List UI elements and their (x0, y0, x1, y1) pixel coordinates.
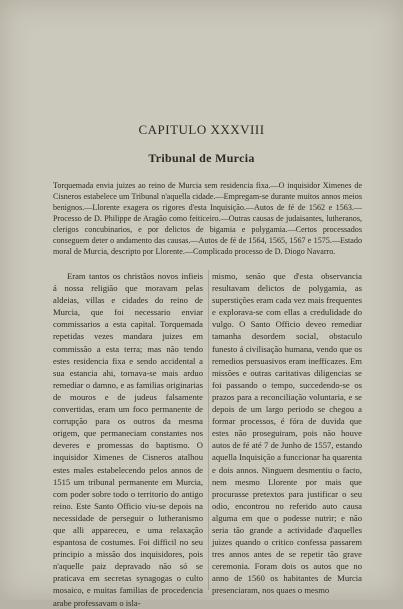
body-columns (53, 270, 362, 609)
body-left-column: Eram tantos os christãos novos infieis á nossa religião que moravam pelas aldeias, villas e cidades do reino de Murcia, que foi necessario enviar commissarios a esta capital. Torquemada repetidas vezes mandara juizes em commissão a esta terra; mas não tendo estes residencia fixa e sendo accidental a sua estancia ahi, tornava-se mais arduo remediar o damno, e as familias originarias de mouros e de judeus falsamente convertidas, eram um foco permanente de corrupção para os outros da mesma origem, que permaneciam constantes nos deveres e promessas do baptismo. O inquisidor Ximenes de Cisneros atalhou estes males estabelecendo pelos annos de 1515 um tribunal permanente em Murcia, com poder sobre todo o territorio do antigo reino. Este Santo Officio viu-se depois na necessidade de perseguir o lutheranismo que alli appareceu, e uma relaxação espantosa de costumes. Foi difficil no seu principio a missão dos inquisidores, pois n'aquelle paiz depravado não só se praticava em secretas synagogas o culto mosaico, e muitas familias de procedencia arabe professavam o isla- (53, 271, 203, 608)
body-right-column: mismo, senão que d'esta observancia resultavam delictos de polygamia, as superstições eram cada vez mais frequentes e explorava-se com ellas a credulidade do vulgo. O Santo Officio deveo remediar tamanha desordem social, obstaculo funesto á civilisação humana, vendo que os remedios persuasivos eram inefficazes. Em missões e outras caritativas diligencias se foi passando o tempo, succedendo-se os prazos para a reconciliação voluntaria, e se depois de um largo periodo se chegou a formar processos, é fóra de duvida que estes não proseguiram, pois não houve autos de fé até 7 de Junho de 1557, estando aquella Inquisição a funccionar ha quarenta e dois annos. Ninguem desmentiu o facto, nem mesmo Llorente por mais que procurasse pretextos para justificar o seu odio, encontrou no referido auto causa alguma em que o podesse nutrir; e não seria tão grande a actividade d'aquelles juizes quando o critico confessa passarem tres annos antes de se repetir tão grave ceremonia. Foram dois os autos que no anno de 1560 os habitantes de Murcia presenciaram, nos quaes o mesmo (212, 271, 362, 596)
chapter-summary: Torquemada envia juizes ao reino de Murcia sem residencia fixa.—O inquisidor Ximenes de Cisneros estabelece um Tribunal n'aquella cidade.—Empregam-se durante muitos annos meios benignos.—Llorente exagera os rigores d'esta Inquisição.—Autos de fé de 1562 e 1563.—Processo de D. Philippe de Aragão como feiticeiro.—Outras causas de judaisantes, lutheranos, clerigos concubinarios, e por delictos de bigamia e polygamia.—Certos processados conseguem deter o andamento das causas.—Autos de fé de 1564, 1565, 1567 e 1575.—Estado moral de Murcia, descripto por Llorente.—Complicado processo de D. Diogo Navarro. (53, 181, 362, 256)
chapter-heading: CAPITULO XXXVIII (138, 122, 265, 137)
section-title: Tribunal de Murcia (148, 151, 255, 165)
